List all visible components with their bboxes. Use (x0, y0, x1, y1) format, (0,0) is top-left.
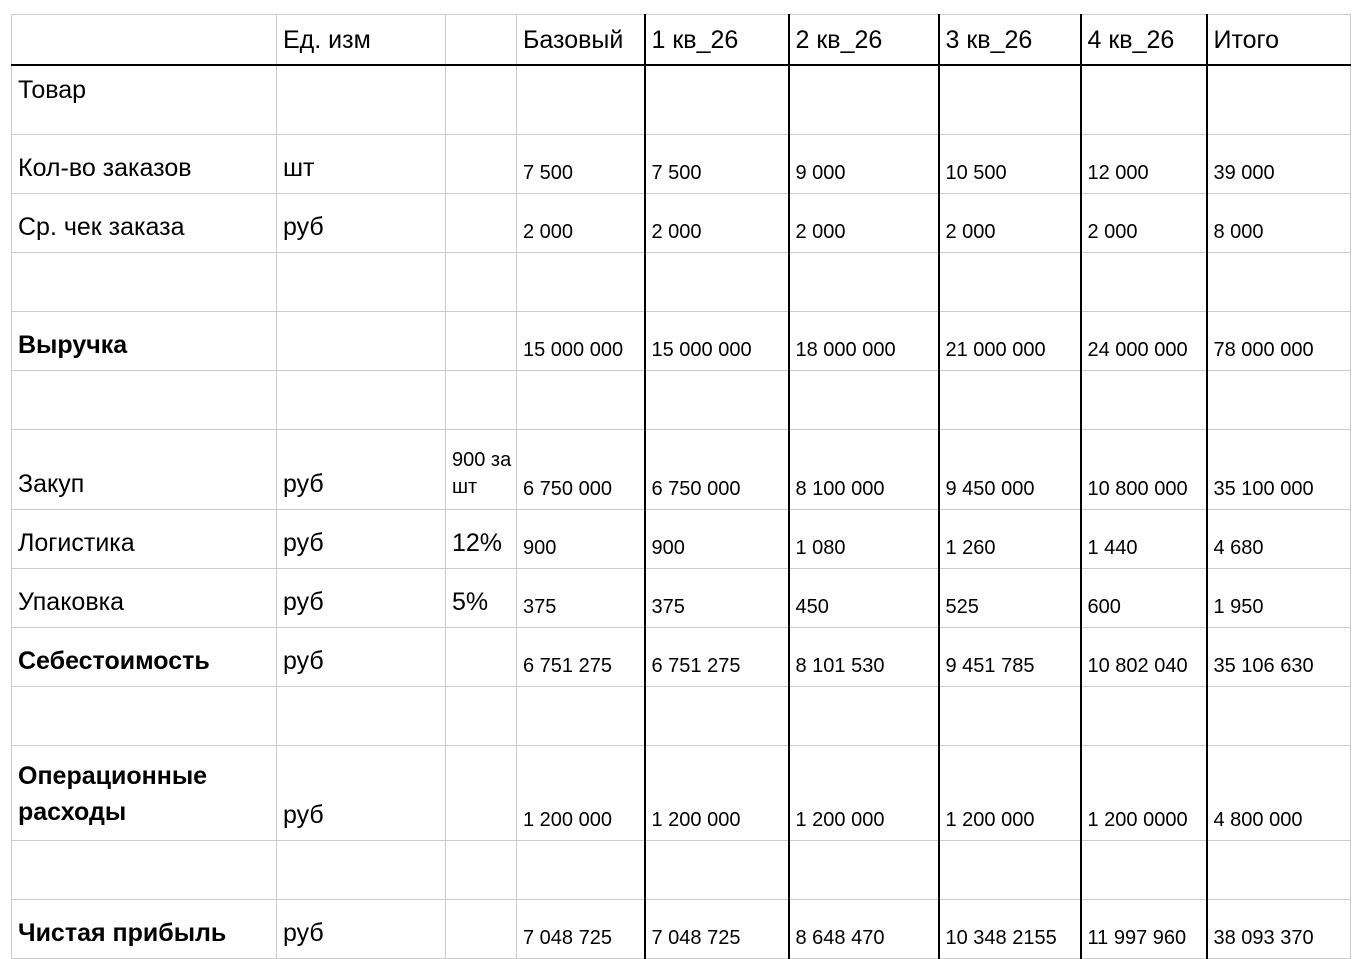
value-cell[interactable] (1081, 253, 1207, 312)
value-cell[interactable] (517, 841, 645, 900)
note-cell[interactable] (446, 371, 517, 430)
table-row (12, 687, 1351, 746)
value-cell[interactable]: 525 (939, 569, 1081, 628)
value-cell[interactable]: 375 (517, 569, 645, 628)
row-label-cell[interactable]: Операционные расходы (12, 746, 277, 841)
note-cell[interactable]: 5% (446, 569, 517, 628)
note-cell[interactable] (446, 65, 517, 135)
value-cell[interactable] (789, 371, 939, 430)
value-cell[interactable] (939, 65, 1081, 135)
value-cell[interactable] (789, 65, 939, 135)
value-cell[interactable] (517, 253, 645, 312)
row-label-cell[interactable]: Товар (12, 65, 277, 135)
value-cell[interactable]: 6 751 275 (517, 628, 645, 687)
value-cell[interactable] (1081, 371, 1207, 430)
value-cell[interactable]: 4 800 000 (1207, 746, 1351, 841)
unit-cell[interactable]: шт (277, 135, 446, 194)
note-cell[interactable] (446, 628, 517, 687)
unit-cell[interactable]: руб (277, 900, 446, 959)
value-cell[interactable]: 1 080 (789, 510, 939, 569)
value-cell[interactable]: 11 997 960 (1081, 900, 1207, 959)
table-row (12, 135, 1351, 194)
value-cell[interactable] (645, 841, 789, 900)
value-cell[interactable]: 1 200 000 (517, 746, 645, 841)
value-cell[interactable]: 6 750 000 (645, 430, 789, 510)
row-label-cell[interactable] (12, 371, 277, 430)
value-cell[interactable]: 2 000 (939, 194, 1081, 253)
value-cell[interactable]: 7 500 (517, 135, 645, 194)
table-row (12, 746, 1351, 841)
unit-cell[interactable] (277, 312, 446, 371)
unit-cell[interactable]: руб (277, 569, 446, 628)
row-label-cell[interactable]: Чистая прибыль (12, 900, 277, 959)
value-cell[interactable] (645, 687, 789, 746)
header-cell-total[interactable]: Итого (1207, 15, 1351, 66)
unit-cell[interactable]: руб (277, 194, 446, 253)
value-cell[interactable]: 1 950 (1207, 569, 1351, 628)
table-row (12, 194, 1351, 253)
note-cell[interactable] (446, 841, 517, 900)
row-label-cell[interactable]: Кол-во заказов (12, 135, 277, 194)
table-row (12, 253, 1351, 312)
value-cell[interactable]: 9 451 785 (939, 628, 1081, 687)
value-cell[interactable] (1207, 687, 1351, 746)
value-cell[interactable] (517, 65, 645, 135)
value-cell[interactable]: 2 000 (789, 194, 939, 253)
row-label-cell[interactable] (12, 687, 277, 746)
value-cell[interactable]: 35 106 630 (1207, 628, 1351, 687)
value-cell[interactable]: 39 000 (1207, 135, 1351, 194)
row-label-cell[interactable]: Ср. чек заказа (12, 194, 277, 253)
value-cell[interactable]: 2 000 (517, 194, 645, 253)
note-cell[interactable] (446, 312, 517, 371)
value-cell[interactable] (1081, 65, 1207, 135)
value-cell[interactable]: 450 (789, 569, 939, 628)
value-cell[interactable]: 15 000 000 (517, 312, 645, 371)
value-cell[interactable] (1207, 371, 1351, 430)
value-cell[interactable]: 375 (645, 569, 789, 628)
value-cell[interactable] (1081, 841, 1207, 900)
value-cell[interactable]: 10 500 (939, 135, 1081, 194)
value-cell[interactable]: 38 093 370 (1207, 900, 1351, 959)
note-cell[interactable] (446, 135, 517, 194)
header-cell-q1[interactable]: 1 кв_26 (645, 15, 789, 66)
table-row (12, 371, 1351, 430)
value-cell[interactable]: 900 (645, 510, 789, 569)
value-cell[interactable]: 1 200 000 (939, 746, 1081, 841)
value-cell[interactable] (939, 841, 1081, 900)
header-cell-q3[interactable]: 3 кв_26 (939, 15, 1081, 66)
note-cell[interactable] (446, 900, 517, 959)
header-cell[interactable] (12, 15, 277, 66)
value-cell[interactable]: 35 100 000 (1207, 430, 1351, 510)
header-cell-q4[interactable]: 4 кв_26 (1081, 15, 1207, 66)
unit-cell[interactable]: руб (277, 510, 446, 569)
value-cell[interactable] (789, 253, 939, 312)
value-cell[interactable]: 8 648 470 (789, 900, 939, 959)
value-cell[interactable]: 2 000 (1081, 194, 1207, 253)
value-cell[interactable]: 78 000 000 (1207, 312, 1351, 371)
value-cell[interactable]: 6 750 000 (517, 430, 645, 510)
value-cell[interactable] (645, 65, 789, 135)
value-cell[interactable]: 15 000 000 (645, 312, 789, 371)
value-cell[interactable]: 1 200 000 (645, 746, 789, 841)
note-cell[interactable]: 900 за шт (446, 430, 517, 510)
value-cell[interactable] (1081, 687, 1207, 746)
value-cell[interactable]: 12 000 (1081, 135, 1207, 194)
note-cell[interactable] (446, 194, 517, 253)
note-cell[interactable] (446, 687, 517, 746)
unit-cell[interactable] (277, 65, 446, 135)
value-cell[interactable]: 600 (1081, 569, 1207, 628)
table-row (12, 510, 1351, 569)
table-row (12, 430, 1351, 510)
table-row (12, 900, 1351, 959)
unit-cell[interactable] (277, 687, 446, 746)
value-cell[interactable]: 2 000 (645, 194, 789, 253)
value-cell[interactable]: 9 450 000 (939, 430, 1081, 510)
value-cell[interactable]: 10 800 000 (1081, 430, 1207, 510)
table-row (12, 569, 1351, 628)
value-cell[interactable]: 8 000 (1207, 194, 1351, 253)
value-cell[interactable]: 1 200 0000 (1081, 746, 1207, 841)
header-cell[interactable] (446, 15, 517, 66)
table-row (12, 841, 1351, 900)
value-cell[interactable]: 4 680 (1207, 510, 1351, 569)
value-cell[interactable] (939, 687, 1081, 746)
value-cell[interactable]: 24 000 000 (1081, 312, 1207, 371)
value-cell[interactable] (789, 687, 939, 746)
row-label-cell[interactable]: Закуп (12, 430, 277, 510)
note-cell[interactable] (446, 253, 517, 312)
value-cell[interactable] (1207, 841, 1351, 900)
unit-cell[interactable] (277, 841, 446, 900)
table-row (12, 628, 1351, 687)
value-cell[interactable]: 10 348 2155 (939, 900, 1081, 959)
value-cell[interactable]: 21 000 000 (939, 312, 1081, 371)
row-label-cell[interactable] (12, 253, 277, 312)
row-label-cell[interactable]: Логистика (12, 510, 277, 569)
value-cell[interactable]: 7 048 725 (517, 900, 645, 959)
value-cell[interactable]: 9 000 (789, 135, 939, 194)
row-label-cell[interactable]: Упаковка (12, 569, 277, 628)
value-cell[interactable]: 8 101 530 (789, 628, 939, 687)
spreadsheet-table (11, 14, 1351, 959)
header-cell-base[interactable]: Базовый (517, 15, 645, 66)
value-cell[interactable]: 1 440 (1081, 510, 1207, 569)
note-cell[interactable]: 12% (446, 510, 517, 569)
value-cell[interactable] (645, 371, 789, 430)
value-cell[interactable] (1207, 65, 1351, 135)
value-cell[interactable]: 8 100 000 (789, 430, 939, 510)
value-cell[interactable] (789, 841, 939, 900)
value-cell[interactable]: 900 (517, 510, 645, 569)
unit-cell[interactable]: руб (277, 430, 446, 510)
value-cell[interactable] (517, 371, 645, 430)
row-label-cell[interactable] (12, 841, 277, 900)
header-row (12, 15, 1351, 66)
value-cell[interactable]: 6 751 275 (645, 628, 789, 687)
value-cell[interactable] (1207, 253, 1351, 312)
value-cell[interactable]: 1 260 (939, 510, 1081, 569)
value-cell[interactable] (517, 687, 645, 746)
row-label-cell[interactable]: Себестоимость (12, 628, 277, 687)
value-cell[interactable] (939, 371, 1081, 430)
unit-cell[interactable]: руб (277, 746, 446, 841)
table-row (12, 312, 1351, 371)
value-cell[interactable] (645, 253, 789, 312)
row-label-cell[interactable]: Выручка (12, 312, 277, 371)
unit-cell[interactable] (277, 253, 446, 312)
note-cell[interactable] (446, 746, 517, 841)
value-cell[interactable]: 7 500 (645, 135, 789, 194)
header-cell-unit[interactable]: Ед. изм (277, 15, 446, 66)
table-row (12, 65, 1351, 135)
value-cell[interactable]: 18 000 000 (789, 312, 939, 371)
value-cell[interactable]: 7 048 725 (645, 900, 789, 959)
value-cell[interactable] (939, 253, 1081, 312)
value-cell[interactable]: 1 200 000 (789, 746, 939, 841)
unit-cell[interactable] (277, 371, 446, 430)
header-cell-q2[interactable]: 2 кв_26 (789, 15, 939, 66)
unit-cell[interactable]: руб (277, 628, 446, 687)
value-cell[interactable]: 10 802 040 (1081, 628, 1207, 687)
